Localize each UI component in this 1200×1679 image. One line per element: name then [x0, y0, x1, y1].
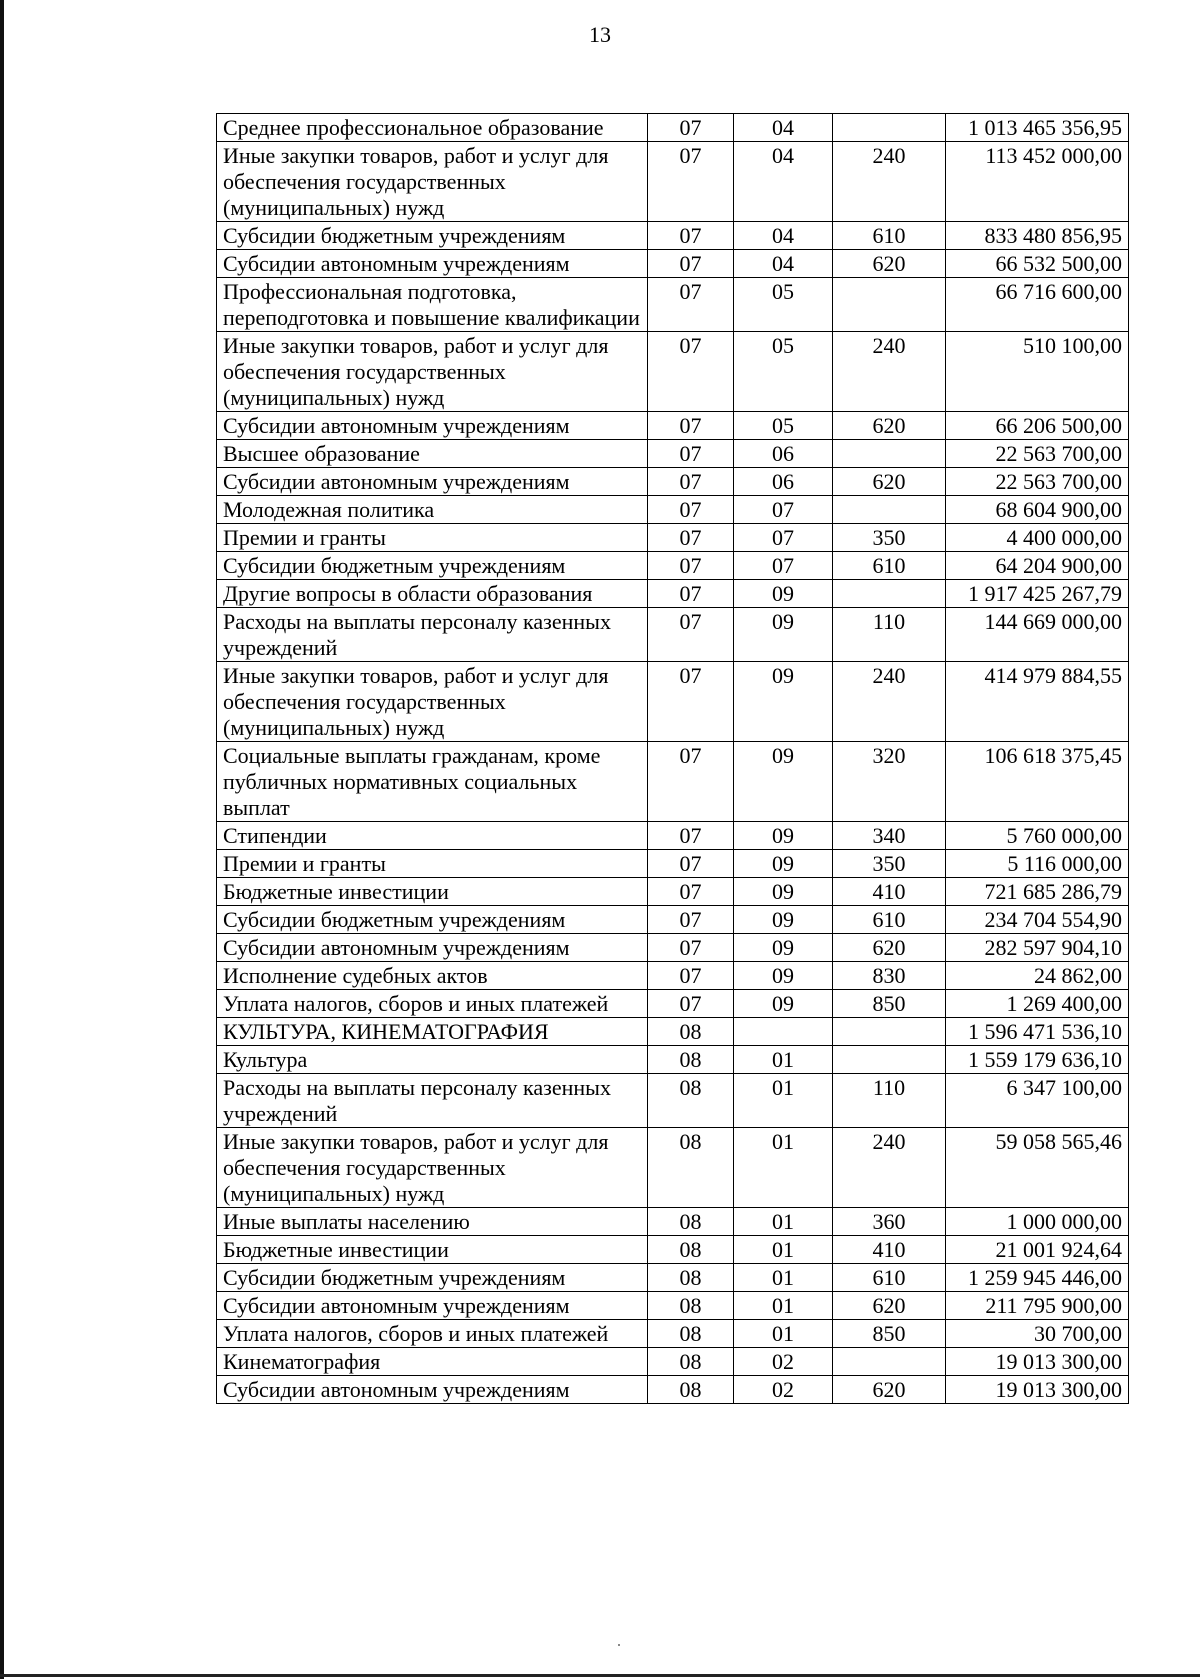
- row-section-code: 07: [648, 878, 734, 906]
- row-expense-type-code: 620: [833, 1376, 946, 1404]
- row-section-code: 07: [648, 250, 734, 278]
- row-section-code: 07: [648, 990, 734, 1018]
- row-name-cell: Иные закупки товаров, работ и услуг для обеспечения государственных (муниципальных) нужд: [217, 1128, 648, 1208]
- row-subsection-code: 02: [734, 1348, 833, 1376]
- row-subsection-code: 05: [734, 278, 833, 332]
- row-name-cell: Субсидии автономным учреждениям: [217, 412, 648, 440]
- row-amount: 1 259 945 446,00: [946, 1264, 1129, 1292]
- row-name-cell: Бюджетные инвестиции: [217, 878, 648, 906]
- row-name-cell: Молодежная политика: [217, 496, 648, 524]
- row-amount: 66 206 500,00: [946, 412, 1129, 440]
- table-row: [217, 1236, 1129, 1264]
- row-section-code: 07: [648, 114, 734, 142]
- row-expense-type-code: 620: [833, 1292, 946, 1320]
- row-subsection-code: 09: [734, 878, 833, 906]
- row-amount: 1 596 471 536,10: [946, 1018, 1129, 1046]
- row-amount: 113 452 000,00: [946, 142, 1129, 222]
- table-row: [217, 608, 1129, 662]
- table-row: [217, 524, 1129, 552]
- row-section-code: 08: [648, 1376, 734, 1404]
- row-amount: 106 618 375,45: [946, 742, 1129, 822]
- row-expense-type-code: [833, 1348, 946, 1376]
- row-expense-type-code: 620: [833, 468, 946, 496]
- row-name-cell: Иные выплаты населению: [217, 1208, 648, 1236]
- row-expense-type-code: 610: [833, 222, 946, 250]
- row-amount: 5 760 000,00: [946, 822, 1129, 850]
- row-section-code: 07: [648, 222, 734, 250]
- row-section-code: 07: [648, 524, 734, 552]
- table-row: [217, 906, 1129, 934]
- row-name-cell: КУЛЬТУРА, КИНЕМАТОГРАФИЯ: [217, 1018, 648, 1046]
- table-row: [217, 850, 1129, 878]
- row-section-code: 07: [648, 742, 734, 822]
- row-expense-type-code: 410: [833, 878, 946, 906]
- row-subsection-code: 09: [734, 906, 833, 934]
- row-subsection-code: 01: [734, 1046, 833, 1074]
- row-expense-type-code: 850: [833, 990, 946, 1018]
- table-row: [217, 1074, 1129, 1128]
- row-amount: 234 704 554,90: [946, 906, 1129, 934]
- row-subsection-code: 01: [734, 1320, 833, 1348]
- row-section-code: 07: [648, 412, 734, 440]
- row-section-code: 08: [648, 1074, 734, 1128]
- table-row: [217, 1292, 1129, 1320]
- row-name-cell: Бюджетные инвестиции: [217, 1236, 648, 1264]
- row-amount: 1 559 179 636,10: [946, 1046, 1129, 1074]
- row-expense-type-code: 350: [833, 524, 946, 552]
- row-subsection-code: 04: [734, 250, 833, 278]
- row-expense-type-code: 850: [833, 1320, 946, 1348]
- table-row: [217, 662, 1129, 742]
- row-subsection-code: 09: [734, 580, 833, 608]
- row-subsection-code: 04: [734, 142, 833, 222]
- budget-table: [216, 113, 1129, 1404]
- scan-speck: [618, 1644, 620, 1646]
- row-subsection-code: 07: [734, 524, 833, 552]
- row-section-code: 07: [648, 332, 734, 412]
- page-number: 13: [589, 22, 611, 47]
- row-name-cell: Субсидии автономным учреждениям: [217, 1376, 648, 1404]
- row-name-cell: Расходы на выплаты персоналу казенных учреждений: [217, 1074, 648, 1128]
- row-amount: 22 563 700,00: [946, 468, 1129, 496]
- row-section-code: 07: [648, 934, 734, 962]
- row-section-code: 07: [648, 440, 734, 468]
- table-row: [217, 1046, 1129, 1074]
- row-amount: 66 532 500,00: [946, 250, 1129, 278]
- row-section-code: 07: [648, 822, 734, 850]
- row-subsection-code: 01: [734, 1236, 833, 1264]
- table-row: [217, 580, 1129, 608]
- row-name-cell: Субсидии автономным учреждениям: [217, 1292, 648, 1320]
- row-name-cell: Иные закупки товаров, работ и услуг для обеспечения государственных (муниципальных) нужд: [217, 142, 648, 222]
- table-row: [217, 1128, 1129, 1208]
- row-section-code: 07: [648, 608, 734, 662]
- row-amount: 1 269 400,00: [946, 990, 1129, 1018]
- table-row: [217, 822, 1129, 850]
- row-name-cell: Премии и гранты: [217, 850, 648, 878]
- row-section-code: 08: [648, 1128, 734, 1208]
- row-subsection-code: 01: [734, 1128, 833, 1208]
- row-expense-type-code: 410: [833, 1236, 946, 1264]
- row-subsection-code: 07: [734, 496, 833, 524]
- row-expense-type-code: [833, 496, 946, 524]
- row-amount: 1 000 000,00: [946, 1208, 1129, 1236]
- table-row: [217, 332, 1129, 412]
- table-row: [217, 222, 1129, 250]
- row-expense-type-code: 610: [833, 1264, 946, 1292]
- row-amount: 1 917 425 267,79: [946, 580, 1129, 608]
- row-amount: 30 700,00: [946, 1320, 1129, 1348]
- row-subsection-code: 01: [734, 1292, 833, 1320]
- row-expense-type-code: 240: [833, 332, 946, 412]
- row-amount: 211 795 900,00: [946, 1292, 1129, 1320]
- row-name-cell: Среднее профессиональное образование: [217, 114, 648, 142]
- row-subsection-code: 09: [734, 742, 833, 822]
- row-name-cell: Стипендии: [217, 822, 648, 850]
- table-row: [217, 142, 1129, 222]
- table-row: [217, 934, 1129, 962]
- row-section-code: 08: [648, 1208, 734, 1236]
- row-name-cell: Субсидии автономным учреждениям: [217, 934, 648, 962]
- row-subsection-code: 09: [734, 962, 833, 990]
- row-section-code: 08: [648, 1292, 734, 1320]
- row-section-code: 07: [648, 906, 734, 934]
- row-section-code: 07: [648, 468, 734, 496]
- row-section-code: 07: [648, 278, 734, 332]
- row-subsection-code: 06: [734, 440, 833, 468]
- row-name-cell: Социальные выплаты гражданам, кроме публичных нормативных социальных выплат: [217, 742, 648, 822]
- table-row: [217, 1376, 1129, 1404]
- row-section-code: 08: [648, 1018, 734, 1046]
- row-amount: 68 604 900,00: [946, 496, 1129, 524]
- row-subsection-code: 09: [734, 662, 833, 742]
- table-row: [217, 496, 1129, 524]
- row-subsection-code: 04: [734, 114, 833, 142]
- row-name-cell: Субсидии автономным учреждениям: [217, 250, 648, 278]
- row-expense-type-code: 620: [833, 412, 946, 440]
- table-row: [217, 1208, 1129, 1236]
- row-expense-type-code: 240: [833, 142, 946, 222]
- row-section-code: 08: [648, 1264, 734, 1292]
- row-amount: 21 001 924,64: [946, 1236, 1129, 1264]
- row-expense-type-code: 110: [833, 1074, 946, 1128]
- row-subsection-code: 01: [734, 1074, 833, 1128]
- row-name-cell: Кинематография: [217, 1348, 648, 1376]
- row-expense-type-code: 340: [833, 822, 946, 850]
- row-expense-type-code: 350: [833, 850, 946, 878]
- row-subsection-code: 01: [734, 1208, 833, 1236]
- table-row: [217, 114, 1129, 142]
- budget-table-body: [217, 114, 1129, 1404]
- table-row: [217, 1018, 1129, 1046]
- row-subsection-code: 09: [734, 608, 833, 662]
- row-name-cell: Субсидии бюджетным учреждениям: [217, 552, 648, 580]
- row-name-cell: Уплата налогов, сборов и иных платежей: [217, 990, 648, 1018]
- row-amount: 721 685 286,79: [946, 878, 1129, 906]
- row-expense-type-code: 830: [833, 962, 946, 990]
- row-section-code: 07: [648, 962, 734, 990]
- row-name-cell: Другие вопросы в области образования: [217, 580, 648, 608]
- scan-bottom-edge: [0, 1674, 1200, 1677]
- row-expense-type-code: 620: [833, 250, 946, 278]
- row-name-cell: Иные закупки товаров, работ и услуг для обеспечения государственных (муниципальных) нужд: [217, 332, 648, 412]
- row-amount: 6 347 100,00: [946, 1074, 1129, 1128]
- row-expense-type-code: 110: [833, 608, 946, 662]
- table-row: [217, 412, 1129, 440]
- row-name-cell: Профессиональная подготовка, переподготовка и повышение квалификации: [217, 278, 648, 332]
- row-amount: 510 100,00: [946, 332, 1129, 412]
- row-amount: 19 013 300,00: [946, 1348, 1129, 1376]
- row-section-code: 08: [648, 1348, 734, 1376]
- row-subsection-code: 05: [734, 412, 833, 440]
- row-name-cell: Субсидии бюджетным учреждениям: [217, 1264, 648, 1292]
- row-name-cell: Субсидии бюджетным учреждениям: [217, 222, 648, 250]
- table-row: [217, 878, 1129, 906]
- row-section-code: 08: [648, 1046, 734, 1074]
- row-name-cell: Исполнение судебных актов: [217, 962, 648, 990]
- row-expense-type-code: 610: [833, 552, 946, 580]
- row-subsection-code: 09: [734, 934, 833, 962]
- table-row: [217, 278, 1129, 332]
- row-subsection-code: 06: [734, 468, 833, 496]
- row-amount: 19 013 300,00: [946, 1376, 1129, 1404]
- table-row: [217, 962, 1129, 990]
- row-subsection-code: [734, 1018, 833, 1046]
- row-expense-type-code: [833, 580, 946, 608]
- row-name-cell: Субсидии бюджетным учреждениям: [217, 906, 648, 934]
- table-row: [217, 742, 1129, 822]
- row-expense-type-code: [833, 114, 946, 142]
- row-section-code: 07: [648, 552, 734, 580]
- row-amount: 24 862,00: [946, 962, 1129, 990]
- row-subsection-code: 05: [734, 332, 833, 412]
- row-amount: 59 058 565,46: [946, 1128, 1129, 1208]
- table-row: [217, 468, 1129, 496]
- row-amount: 282 597 904,10: [946, 934, 1129, 962]
- row-section-code: 07: [648, 496, 734, 524]
- row-section-code: 08: [648, 1236, 734, 1264]
- row-amount: 22 563 700,00: [946, 440, 1129, 468]
- table-row: [217, 440, 1129, 468]
- row-name-cell: Уплата налогов, сборов и иных платежей: [217, 1320, 648, 1348]
- row-expense-type-code: [833, 1046, 946, 1074]
- row-name-cell: Культура: [217, 1046, 648, 1074]
- row-amount: 4 400 000,00: [946, 524, 1129, 552]
- row-expense-type-code: 240: [833, 1128, 946, 1208]
- table-row: [217, 552, 1129, 580]
- row-name-cell: Премии и гранты: [217, 524, 648, 552]
- row-subsection-code: 09: [734, 822, 833, 850]
- table-row: [217, 1348, 1129, 1376]
- row-name-cell: Субсидии автономным учреждениям: [217, 468, 648, 496]
- row-amount: 1 013 465 356,95: [946, 114, 1129, 142]
- table-row: [217, 1264, 1129, 1292]
- row-section-code: 07: [648, 850, 734, 878]
- row-section-code: 07: [648, 662, 734, 742]
- row-name-cell: Расходы на выплаты персоналу казенных учреждений: [217, 608, 648, 662]
- row-amount: 66 716 600,00: [946, 278, 1129, 332]
- table-row: [217, 990, 1129, 1018]
- row-subsection-code: 09: [734, 990, 833, 1018]
- row-section-code: 08: [648, 1320, 734, 1348]
- row-expense-type-code: [833, 1018, 946, 1046]
- row-subsection-code: 07: [734, 552, 833, 580]
- row-amount: 833 480 856,95: [946, 222, 1129, 250]
- row-expense-type-code: 240: [833, 662, 946, 742]
- row-subsection-code: 04: [734, 222, 833, 250]
- row-section-code: 07: [648, 142, 734, 222]
- row-name-cell: Высшее образование: [217, 440, 648, 468]
- row-expense-type-code: [833, 278, 946, 332]
- row-subsection-code: 02: [734, 1376, 833, 1404]
- row-expense-type-code: 620: [833, 934, 946, 962]
- row-subsection-code: 09: [734, 850, 833, 878]
- row-amount: 414 979 884,55: [946, 662, 1129, 742]
- scan-left-edge: [0, 0, 4, 1679]
- table-row: [217, 1320, 1129, 1348]
- table-row: [217, 250, 1129, 278]
- row-amount: 64 204 900,00: [946, 552, 1129, 580]
- row-expense-type-code: 360: [833, 1208, 946, 1236]
- row-expense-type-code: 320: [833, 742, 946, 822]
- row-name-cell: Иные закупки товаров, работ и услуг для обеспечения государственных (муниципальных) нужд: [217, 662, 648, 742]
- row-amount: 144 669 000,00: [946, 608, 1129, 662]
- row-amount: 5 116 000,00: [946, 850, 1129, 878]
- row-expense-type-code: [833, 440, 946, 468]
- row-subsection-code: 01: [734, 1264, 833, 1292]
- row-section-code: 07: [648, 580, 734, 608]
- row-expense-type-code: 610: [833, 906, 946, 934]
